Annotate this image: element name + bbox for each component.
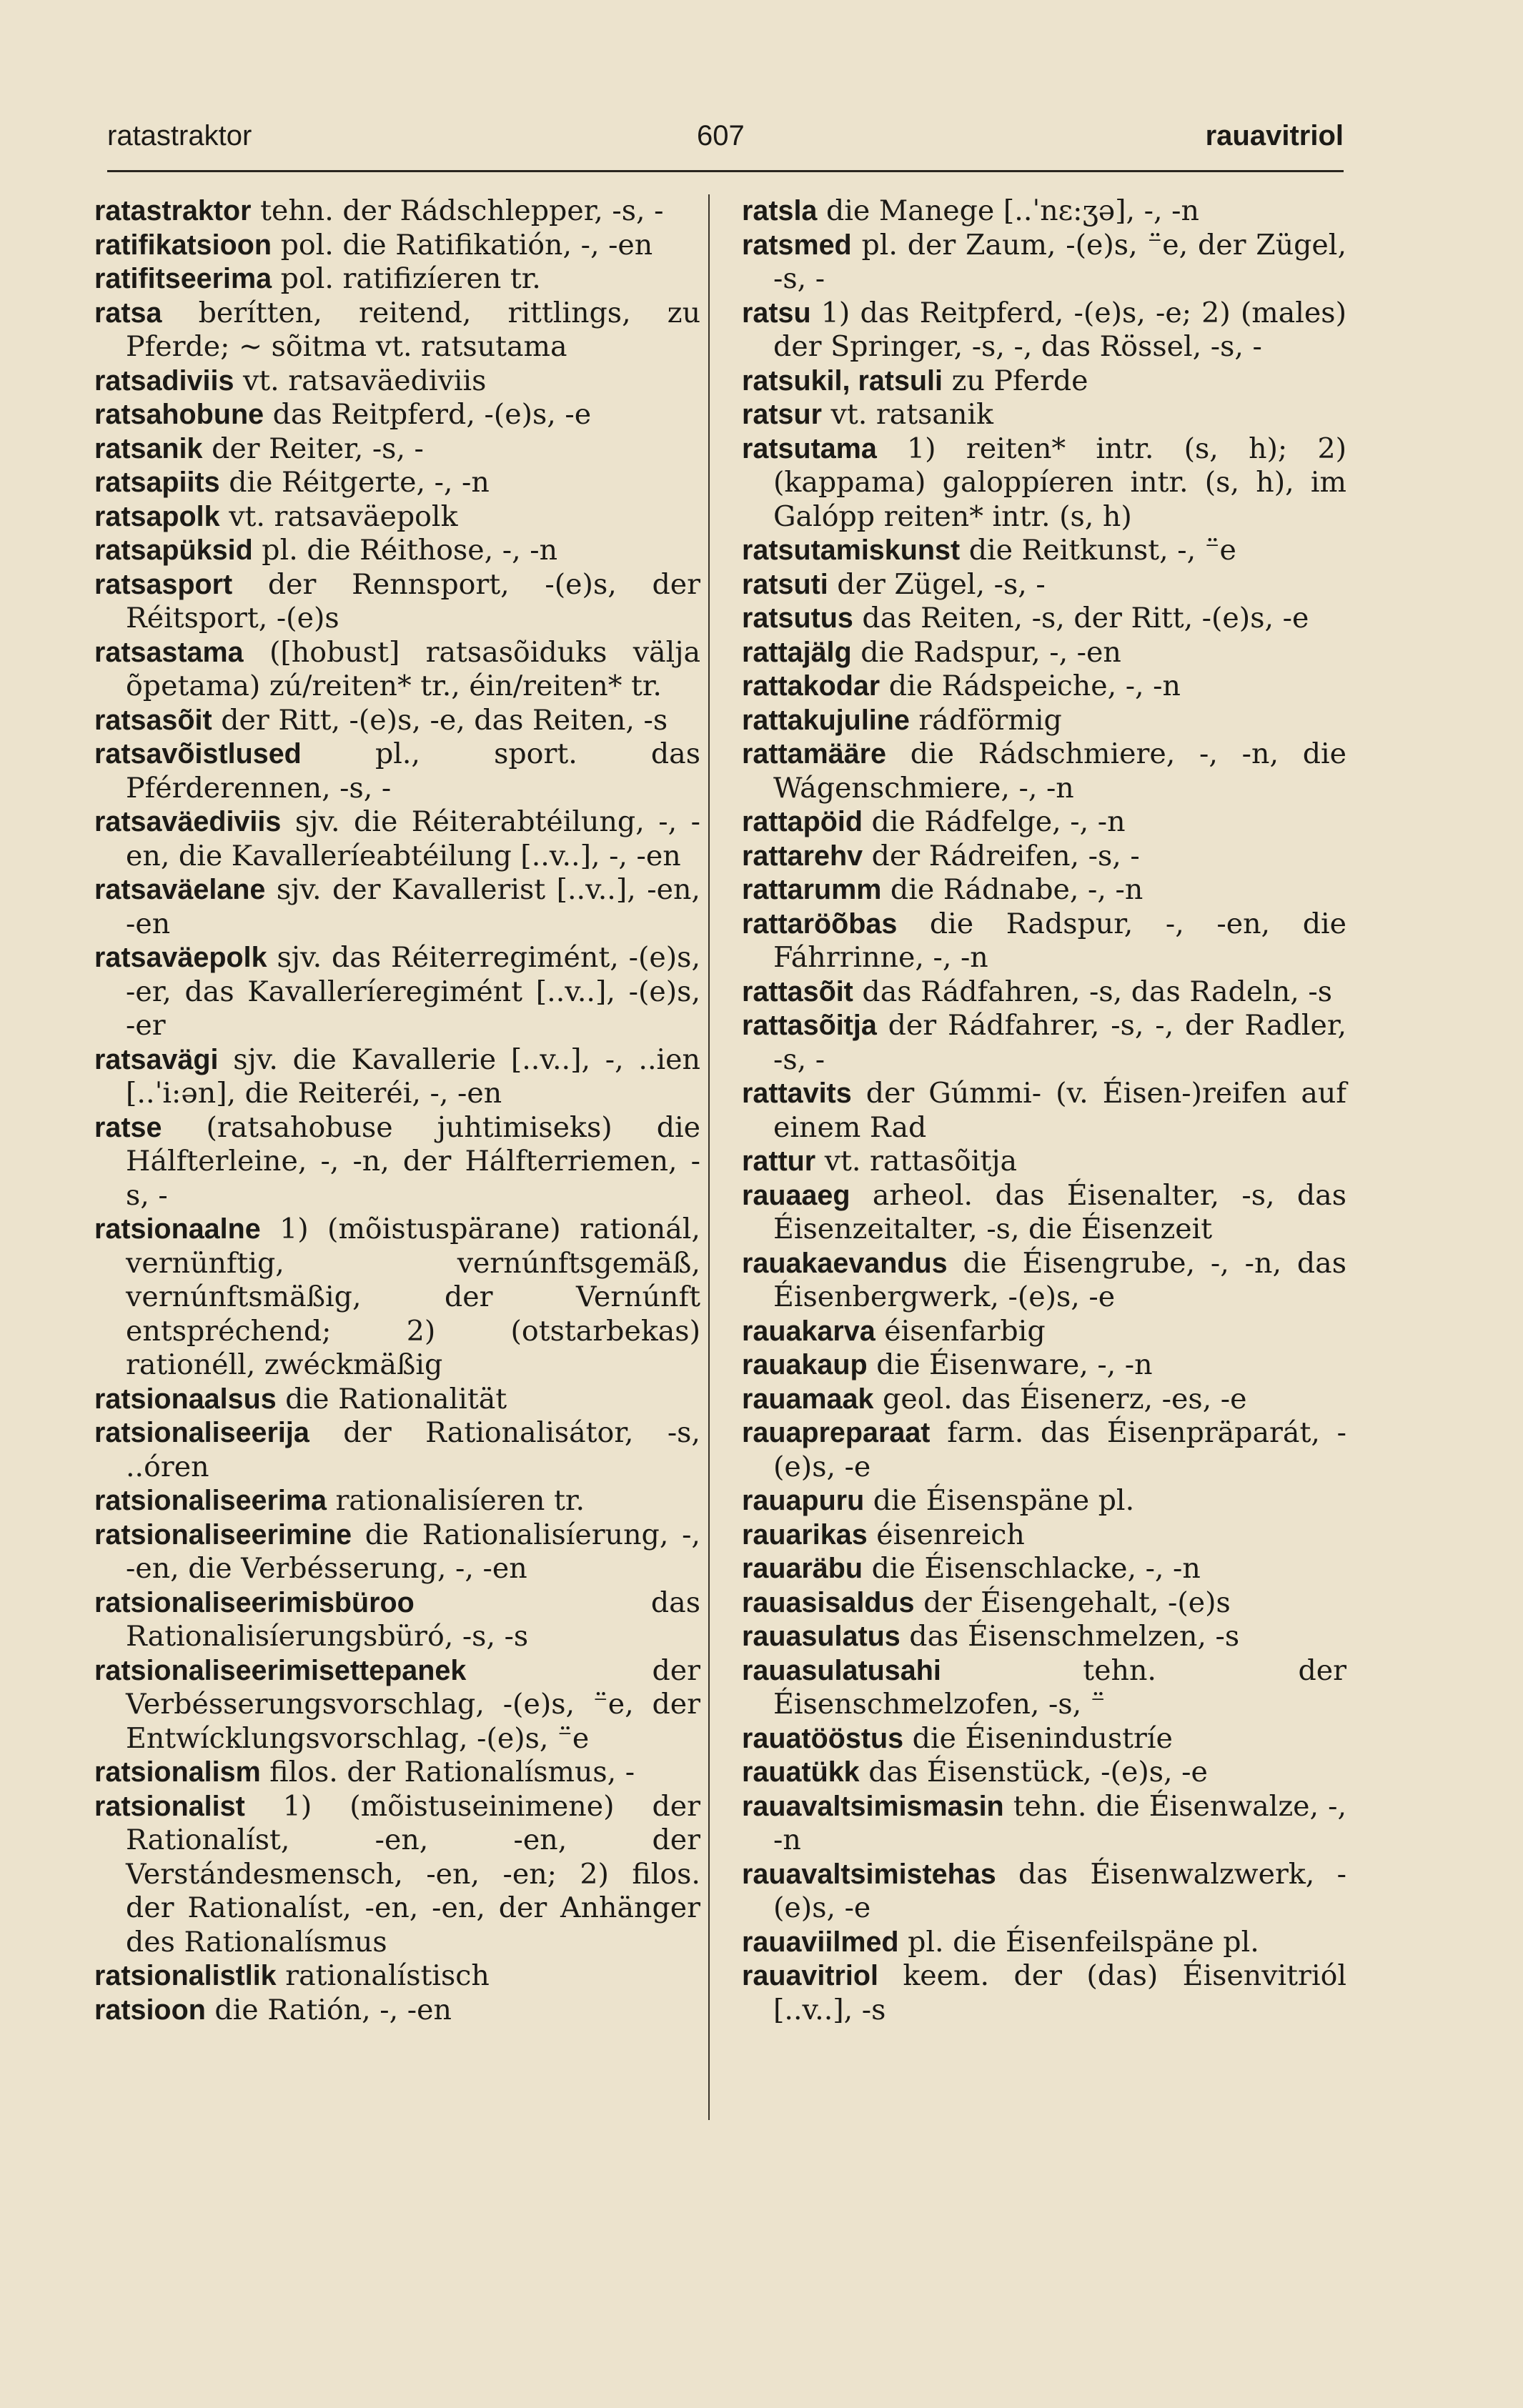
dictionary-entry [742, 229, 1346, 297]
dictionary-entry [94, 500, 700, 534]
dictionary-entry [742, 1926, 1346, 1960]
entry-definition: der Zügel, -s, - [837, 567, 1046, 601]
dictionary-entry [742, 1348, 1346, 1383]
dictionary-entry [742, 1518, 1346, 1553]
entry-definition: sjv. der Kavallerist [..v..], -en, -en [126, 873, 700, 940]
entry-definition: das Rádfahren, -s, das Radeln, -s [862, 975, 1333, 1008]
entry-definition: der Gúmmi- (v. Éisen-)reifen auf einem Rad [773, 1077, 1346, 1144]
entry-definition: das Rationalisíerungsbüró, -s, -s [126, 1586, 700, 1653]
entry-headword: rauavitriol [742, 1960, 878, 1991]
entry-headword: ratsu [742, 297, 811, 329]
entry-definition: sjv. die Réiterabtéilung, -, -en, die Kavalleríeabtéilung [..v..], -, -en [126, 805, 700, 872]
dictionary-entry [94, 398, 700, 432]
entry-headword: ratsapolk [94, 500, 220, 532]
entry-headword: ratastraktor [94, 195, 252, 227]
dictionary-entry [742, 1484, 1346, 1518]
entry-definition: der Reiter, -s, - [212, 432, 424, 465]
entry-headword: rattarumm [742, 874, 882, 905]
entry-headword: ratsasõit [94, 704, 212, 736]
entry-headword: ratsavägi [94, 1043, 219, 1075]
dictionary-entry [94, 1756, 700, 1790]
dictionary-entry [94, 805, 700, 873]
entry-definition: pl. die Éisenfeilspäne pl. [908, 1925, 1259, 1959]
entry-headword: ratsionaliseerimisbüroo [94, 1586, 415, 1618]
entry-headword: ratsapiits [94, 467, 220, 498]
dictionary-entry [94, 704, 700, 738]
running-header [107, 120, 1344, 163]
entry-definition: das Éisenwalzwerk, -(e)s, -e [773, 1857, 1346, 1924]
entry-headword: ratsioon [94, 1994, 206, 2026]
entry-headword: ratsionaalsus [94, 1383, 277, 1415]
dictionary-entry [742, 704, 1346, 738]
entry-definition: éisenfarbig [884, 1314, 1046, 1348]
entry-definition: filos. der Rationalísmus, - [269, 1756, 635, 1788]
dictionary-entry [94, 1213, 700, 1383]
entry-definition: tehn. die Éisenwalze, -, -n [773, 1789, 1346, 1856]
dictionary-entry [742, 1858, 1346, 1926]
entry-definition: ([hobust] ratsasõiduks välja õpetama) zú/reiten* tr., éin/reiten* tr. [126, 635, 700, 702]
entry-definition: vt. rattasõitja [824, 1145, 1018, 1178]
entry-headword: rattapöid [742, 806, 863, 837]
entry-headword: ratsastama [94, 636, 244, 668]
entry-headword: rauatööstus [742, 1722, 904, 1754]
entry-definition: 1) reiten* intr. (s, h); 2) (kappama) galoppíeren intr. (s, h), im Galópp reiten* intr. (s, h) [773, 432, 1346, 533]
dictionary-entry [742, 975, 1346, 1010]
entry-headword: rattur [742, 1145, 816, 1177]
dictionary-entry [742, 805, 1346, 840]
dictionary-entry [742, 1383, 1346, 1417]
dictionary-entry [742, 432, 1346, 534]
dictionary-entry [742, 297, 1346, 364]
dictionary-entry [742, 568, 1346, 602]
entry-definition: pol. die Ratifikatión, -, -en [280, 228, 653, 262]
entry-headword: ratifitseerima [94, 263, 272, 294]
entry-headword: ratsukil, ratsuli [742, 364, 943, 397]
entry-definition: sjv. die Kavallerie [..v..], -, ..ien [..ˈi:ən], die Reiteréi, -, -en [126, 1043, 700, 1110]
entry-headword: ratsionalist [94, 1790, 245, 1822]
entry-headword: rauarikas [742, 1518, 868, 1551]
entry-headword: ratsionalistlik [94, 1960, 277, 1991]
entry-headword: ratsionaliseerimine [94, 1518, 352, 1551]
entry-definition: die Radspur, -, -en [860, 635, 1121, 669]
entry-headword: rattajälg [742, 636, 852, 668]
entry-definition: rationalístisch [285, 1959, 490, 1992]
entry-headword: rauaviilmed [742, 1926, 899, 1958]
entry-definition: geol. das Éisenerz, -es, -e [883, 1382, 1247, 1416]
entry-headword: ratsionaliseerimisettepanek [94, 1654, 467, 1686]
entry-headword: ratsionalism [94, 1756, 261, 1788]
dictionary-entry [742, 840, 1346, 874]
entry-definition: das Éisenschmelzen, -s [909, 1620, 1240, 1653]
dictionary-entry [742, 1077, 1346, 1145]
entry-definition: die Éisenware, -, -n [876, 1348, 1153, 1381]
entry-headword: ratsutama [742, 432, 877, 464]
entry-headword: rattasõitja [742, 1010, 877, 1041]
dictionary-entry [94, 194, 700, 229]
entry-definition: der Rádreifen, -s, - [871, 839, 1140, 872]
dictionary-entry [94, 636, 700, 704]
entry-headword: rauamaak [742, 1383, 874, 1415]
header-first-entry: ratastraktor [107, 120, 252, 151]
dictionary-entry [94, 737, 700, 805]
dictionary-entry [742, 398, 1346, 432]
dictionary-entry [742, 1790, 1346, 1858]
entry-definition: die Manege [..ˈnɛ:ʒə], -, -n [825, 194, 1199, 227]
entry-headword: rattasõit [742, 975, 853, 1008]
dictionary-entry [742, 364, 1346, 399]
entry-headword: rauaaeg [742, 1179, 850, 1211]
left-column [94, 194, 700, 2027]
entry-headword: rauatükk [742, 1756, 860, 1788]
entry-headword: rauakaup [742, 1349, 868, 1380]
entry-definition: pl., sport. das Pférderennen, -s, - [126, 737, 700, 805]
entry-headword: rauasulatus [742, 1621, 901, 1652]
dictionary-entry [742, 1552, 1346, 1586]
dictionary-entry [94, 1383, 700, 1417]
dictionary-entry [742, 194, 1346, 229]
header-last-entry: rauavitriol [1205, 120, 1344, 151]
dictionary-entry [94, 1111, 700, 1213]
entry-headword: ratsutamiskunst [742, 534, 961, 566]
dictionary-entry [742, 1145, 1346, 1179]
entry-headword: rauasisaldus [742, 1586, 915, 1618]
entry-definition: sjv. das Réiterregimént, -(e)s, -er, das Kavalleríeregimént [..v..], -(e)s, -er [126, 941, 701, 1042]
entry-definition: der Rádfahrer, -s, -, der Radler, -s, - [773, 1009, 1347, 1076]
entry-definition: pl. die Réithose, -, -n [262, 534, 558, 567]
entry-definition: die Éisenschlacke, -, -n [871, 1552, 1201, 1585]
dictionary-entry [742, 873, 1346, 907]
entry-definition: der Verbésserungsvorschlag, -(e)s, ⁻̈e, der Entwícklungsvorschlag, -(e)s, ⁻̈e [126, 1653, 700, 1755]
entry-definition: die Reitkunst, -, ⁻̈e [968, 534, 1236, 567]
entry-definition: arheol. das Éisenalter, -s, das Éisenzeitalter, -s, die Éisenzeit [773, 1178, 1346, 1245]
entry-headword: rauakarva [742, 1315, 875, 1347]
dictionary-entry [94, 1518, 700, 1586]
dictionary-entry [742, 737, 1346, 805]
entry-headword: ratsa [94, 297, 162, 329]
entry-definition: pol. ratifizíeren tr. [280, 262, 541, 295]
dictionary-entry [94, 364, 700, 399]
entry-definition: vt. ratsaväediviis [242, 364, 487, 397]
entry-definition: der Rennsport, -(e)s, der Réitsport, -(e)s [126, 567, 700, 635]
entry-definition: farm. das Éisenpräparát, -(e)s, -e [773, 1416, 1346, 1483]
entry-definition: die Radspur, -, -en, die Fáhrrinne, -, -n [773, 907, 1346, 974]
dictionary-entry [742, 1620, 1346, 1654]
entry-definition: rádförmig [918, 703, 1062, 737]
entry-definition: keem. der (das) Éisenvitriól [..v..], -s [773, 1959, 1346, 2026]
dictionary-entry [742, 636, 1346, 670]
entry-definition: die Rádfelge, -, -n [871, 805, 1126, 838]
entry-definition: tehn. der Éisenschmelzofen, -s, ⁻̈ [773, 1653, 1346, 1721]
entry-definition: das Reitpferd, -(e)s, -e [272, 398, 592, 431]
entry-headword: rattamääre [742, 738, 887, 770]
dictionary-entry [94, 432, 700, 467]
dictionary-entry [94, 229, 700, 263]
dictionary-entry [742, 1654, 1346, 1722]
dictionary-entry [742, 907, 1346, 975]
right-column [742, 194, 1346, 2027]
dictionary-entry [742, 1247, 1346, 1315]
entry-definition: rationalisíeren tr. [335, 1484, 585, 1517]
dictionary-entry [94, 262, 700, 297]
entry-headword: ratse [94, 1111, 162, 1143]
entry-headword: rauavaltsimistehas [742, 1858, 996, 1890]
dictionary-entry [742, 1315, 1346, 1349]
entry-headword: ratsutus [742, 602, 853, 634]
entry-definition: tehn. der Rádschlepper, -s, - [260, 194, 664, 227]
entry-headword: rauavaltsimismasin [742, 1790, 1004, 1822]
entry-definition: pl. der Zaum, -(e)s, ⁻̈e, der Zügel, -s, - [773, 228, 1346, 295]
entry-definition: éisenreich [876, 1518, 1025, 1551]
entry-headword: ratsapüksid [94, 534, 253, 566]
dictionary-entry [742, 1586, 1346, 1621]
dictionary-entry [94, 1654, 700, 1756]
entry-headword: rauaräbu [742, 1553, 863, 1584]
entry-definition: die Rádnabe, -, -n [890, 873, 1144, 906]
entry-headword: ratsuti [742, 568, 828, 600]
entry-headword: rattakodar [742, 670, 880, 702]
dictionary-entry [94, 1790, 700, 1960]
entry-headword: ratsaväediviis [94, 806, 282, 837]
entry-headword: rattakujuline [742, 704, 910, 736]
dictionary-entry [94, 941, 700, 1043]
entry-definition: die Réitgerte, -, -n [229, 466, 490, 499]
entry-definition: vt. ratsanik [830, 398, 993, 431]
dictionary-entry [94, 534, 700, 568]
dictionary-entry [742, 1416, 1346, 1484]
header-rule [107, 170, 1344, 172]
entry-definition: 1) (mõistuseinimene) der Rationalíst, -en, -en, der Verstándesmensch, -en, -en; 2) filos. der Rationalíst, -en, -en, der Anhänger des Rationalísmus [126, 1789, 700, 1959]
entry-headword: rattaröõbas [742, 907, 898, 940]
entry-definition: das Éisenstück, -(e)s, -e [868, 1756, 1208, 1788]
entry-definition: zu Pferde [951, 364, 1088, 397]
entry-headword: ratsaväepolk [94, 942, 267, 973]
entry-definition: (ratsahobuse juhtimiseks) die Hálfterleine, -, -n, der Hálfterriemen, -s, - [126, 1110, 700, 1212]
entry-definition: die Éisengrube, -, -n, das Éisenbergwerk, -(e)s, -e [773, 1246, 1346, 1313]
entry-definition: das Reiten, -s, der Ritt, -(e)s, -e [862, 602, 1309, 635]
dictionary-entry [742, 602, 1346, 636]
entry-headword: ratsanik [94, 432, 203, 464]
entry-definition: 1) (mõistuspärane) rationál, vernünftig, vernúnftsgemäß, vernúnftsmäßig, der Vernúnft entspréchend; 2) (otstarbekas) rationéll, zwéckmäßig [126, 1213, 700, 1381]
entry-headword: ratsadiviis [94, 364, 234, 397]
entry-headword: ratsur [742, 399, 822, 430]
entry-headword: rauapreparaat [742, 1417, 931, 1448]
entry-headword: rattarehv [742, 840, 863, 872]
dictionary-entry [742, 1009, 1346, 1077]
entry-headword: ratsionaalne [94, 1213, 261, 1245]
entry-definition: der Éisengehalt, -(e)s [923, 1586, 1231, 1619]
entry-headword: ratsavõistlused [94, 738, 302, 770]
dictionary-entry [94, 1484, 700, 1518]
entry-headword: rattavits [742, 1078, 852, 1109]
column-divider [708, 194, 710, 2120]
dictionary-entry [94, 1416, 700, 1484]
entry-definition: die Éisenindustríe [912, 1721, 1173, 1755]
dictionary-entry [742, 534, 1346, 568]
dictionary-entry [94, 297, 700, 364]
dictionary-entry [94, 1959, 700, 1994]
entry-definition: die Rádschmiere, -, -n, die Wágenschmiere, -, -n [773, 737, 1346, 805]
entry-definition: 1) das Reitpferd, -(e)s, -e; 2) (males) der Springer, -s, -, das Rössel, -s, - [773, 296, 1346, 363]
entry-headword: ratsla [742, 195, 818, 227]
dictionary-entry [742, 1722, 1346, 1756]
dictionary-entry [94, 1043, 700, 1111]
entry-headword: rauakaevandus [742, 1247, 948, 1279]
entry-definition: die Rationalität [285, 1382, 507, 1416]
entry-headword: ratsaväelane [94, 874, 266, 905]
entry-definition: die Ratión, -, -en [214, 1993, 452, 2026]
dictionary-entry [742, 1756, 1346, 1790]
entry-definition: die Rádspeiche, -, -n [888, 670, 1181, 702]
dictionary-entry [742, 1959, 1346, 2027]
dictionary-entry [94, 568, 700, 636]
entry-headword: ratsasport [94, 568, 233, 600]
entry-definition: vt. ratsaväepolk [229, 499, 458, 533]
dictionary-entry [94, 1586, 700, 1654]
dictionary-entry [742, 670, 1346, 704]
page-number: 607 [697, 120, 745, 151]
entry-definition: die Rationalisíerung, -, -en, die Verbésserung, -, -en [126, 1518, 700, 1585]
entry-definition: der Rationalisátor, -s, ..óren [126, 1416, 700, 1483]
entry-headword: ratsmed [742, 229, 852, 261]
entry-headword: ratsahobune [94, 399, 264, 430]
entry-headword: rauapuru [742, 1485, 865, 1516]
entry-headword: ratsionaliseerija [94, 1417, 309, 1448]
entry-headword: ratsionaliseerima [94, 1485, 327, 1516]
dictionary-entry [94, 466, 700, 500]
entry-headword: ratifikatsioon [94, 229, 272, 261]
entry-definition: berítten, reitend, rittlings, zu Pferde; ~ sõitma vt. ratsutama [126, 296, 701, 363]
dictionary-entry [94, 873, 700, 941]
dictionary-entry [742, 1179, 1346, 1247]
dictionary-entry [94, 1994, 700, 2028]
entry-headword: rauasulatusahi [742, 1654, 941, 1686]
entry-definition: die Éisenspäne pl. [873, 1484, 1135, 1517]
entry-definition: der Ritt, -(e)s, -e, das Reiten, -s [221, 703, 668, 737]
